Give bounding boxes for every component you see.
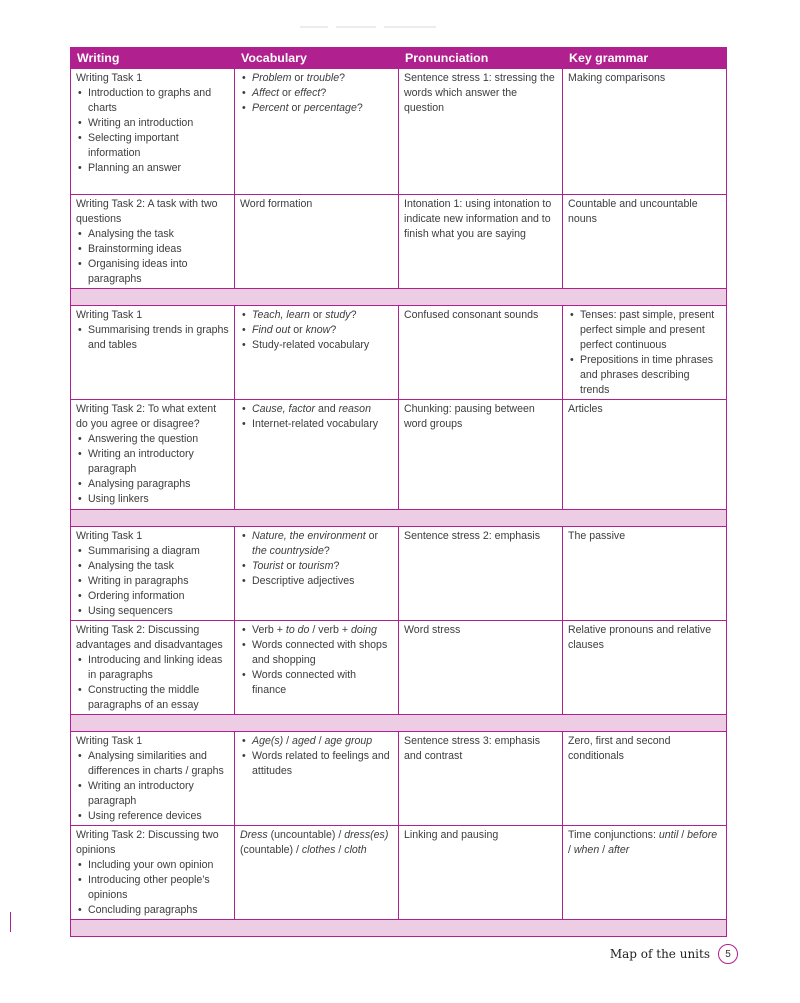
text-segment: or <box>365 530 379 542</box>
vocabulary-cell <box>235 400 399 510</box>
table-row <box>71 621 727 715</box>
list-item: • Constructing the middle paragraphs of an essay <box>76 683 229 713</box>
text-segment: Dress <box>240 829 268 841</box>
writing-bullet-list <box>76 544 229 619</box>
list-item: • Tenses: past simple, present perfect simple and present perfect continuous <box>568 308 721 353</box>
text-segment: Teach, learn <box>252 309 310 321</box>
writing-cell <box>71 732 235 826</box>
writing-task-title: Writing Task 1 <box>76 309 143 321</box>
text-segment: effect <box>294 87 321 99</box>
list-item: • Writing an introduction <box>76 116 229 131</box>
grammar-cell: Countable and uncountable nouns <box>563 195 727 289</box>
vocabulary-cell <box>235 826 399 920</box>
text-segment: ? <box>323 545 330 557</box>
list-item: • Using sequencers <box>76 604 229 619</box>
text-segment: ? <box>339 72 346 84</box>
text-segment: tourism <box>298 560 334 572</box>
list-item: • Using linkers <box>76 492 229 507</box>
list-item <box>240 734 393 749</box>
text-segment: (countable) / <box>240 844 302 856</box>
text-segment: / <box>335 844 345 856</box>
text-segment: / <box>315 735 325 747</box>
vocabulary-text: Word formation <box>240 198 313 210</box>
list-item <box>240 574 393 589</box>
list-item: • Analysing the task <box>76 227 229 242</box>
pronunciation-cell: Sentence stress 1: stressing the words which answer the question <box>399 69 563 195</box>
list-item: • Selecting important information <box>76 131 229 161</box>
list-item: • Answering the question <box>76 432 229 447</box>
list-item: • Introducing other people’s opinions <box>76 873 229 903</box>
text-segment: reason <box>338 403 371 415</box>
unit-separator <box>71 715 727 732</box>
list-item: • Brainstorming ideas <box>76 242 229 257</box>
writing-bullet-list <box>76 432 229 507</box>
writing-bullet-list <box>76 749 229 824</box>
text-segment: Tourist <box>252 560 284 572</box>
text-segment: ? <box>350 309 357 321</box>
vocabulary-bullet-list <box>240 402 393 432</box>
list-item: • Including your own opinion <box>76 858 229 873</box>
unit-separator-row <box>71 510 727 527</box>
list-item <box>240 529 393 559</box>
list-item: • Summarising trends in graphs and tables <box>76 323 229 353</box>
text-segment: and <box>315 403 339 415</box>
grammar-cell: Zero, first and second conditionals <box>563 732 727 826</box>
writing-cell <box>71 69 235 195</box>
text-segment: ? <box>320 87 327 99</box>
text-segment: when <box>573 844 600 856</box>
grammar-cell: Relative pronouns and relative clauses <box>563 621 727 715</box>
table-row <box>71 306 727 400</box>
header-pronunciation: Pronunciation <box>399 48 563 69</box>
vocabulary-cell <box>235 195 399 289</box>
list-item: • Analysing similarities and differences in charts / graphs <box>76 749 229 779</box>
list-item <box>240 668 393 698</box>
text-segment: Time conjunctions: <box>568 829 659 841</box>
margin-mark <box>10 912 11 932</box>
grammar-cell <box>563 826 727 920</box>
writing-cell <box>71 400 235 510</box>
list-item <box>240 308 393 323</box>
vocabulary-bullet-list <box>240 308 393 353</box>
list-item: • Introduction to graphs and charts <box>76 86 229 116</box>
unit-separator <box>71 289 727 306</box>
text-segment: trouble <box>306 72 340 84</box>
writing-task-title: Writing Task 1 <box>76 735 143 747</box>
text-segment: dress(es) <box>344 829 389 841</box>
vocabulary-bullet-list <box>240 734 393 779</box>
list-item: • Analysing the task <box>76 559 229 574</box>
text-segment: ? <box>333 560 340 572</box>
writing-task-title: Writing Task 2: Discussing advantages and disadvantages <box>76 624 223 651</box>
text-segment: ? <box>356 102 363 114</box>
text-segment: doing <box>350 624 377 636</box>
grammar-cell: The passive <box>563 527 727 621</box>
list-item: • Writing an introductory paragraph <box>76 447 229 477</box>
header-key-grammar: Key grammar <box>563 48 727 69</box>
grammar-cell: Making comparisons <box>563 69 727 195</box>
text-segment: cloth <box>344 844 367 856</box>
pronunciation-cell: Confused consonant sounds <box>399 306 563 400</box>
text-segment: the countryside <box>252 545 324 557</box>
writing-task-title: Writing Task 2: A task with two questions <box>76 198 218 225</box>
writing-task-title: Writing Task 1 <box>76 72 143 84</box>
list-item: • Planning an answer <box>76 161 229 176</box>
list-item: • Introducing and linking ideas in paragraphs <box>76 653 229 683</box>
header-vocabulary: Vocabulary <box>235 48 399 69</box>
vocabulary-cell <box>235 732 399 826</box>
list-item <box>240 417 393 432</box>
grammar-bullet-list <box>568 308 721 398</box>
text-segment: study <box>325 309 351 321</box>
text-segment: or <box>290 324 306 336</box>
list-item <box>240 559 393 574</box>
list-item <box>240 71 393 86</box>
pronunciation-cell: Intonation 1: using intonation to indicate new information and to finish what you are saying <box>399 195 563 289</box>
text-segment: Verb + <box>252 624 286 636</box>
unit-separator-row <box>71 715 727 732</box>
pronunciation-cell: Sentence stress 3: emphasis and contrast <box>399 732 563 826</box>
table-row <box>71 527 727 621</box>
vocabulary-bullet-list <box>240 529 393 589</box>
footer-title: Map of the units <box>609 947 710 961</box>
text-segment: / <box>599 844 609 856</box>
list-item: • Writing in paragraphs <box>76 574 229 589</box>
text-segment: Words connected with shops and shopping <box>252 639 388 666</box>
table-row <box>71 732 727 826</box>
list-item <box>240 86 393 101</box>
list-item: • Writing an introductory paragraph <box>76 779 229 809</box>
text-segment: Nature, the environment <box>252 530 366 542</box>
text-segment: Problem <box>252 72 292 84</box>
vocabulary-bullet-list <box>240 623 393 698</box>
text-segment: before <box>687 829 718 841</box>
text-segment: Percent <box>252 102 289 114</box>
text-segment: Descriptive adjectives <box>252 575 355 587</box>
pronunciation-cell: Chunking: pausing between word groups <box>399 400 563 510</box>
text-segment: aged <box>292 735 316 747</box>
writing-cell <box>71 826 235 920</box>
list-item <box>240 323 393 338</box>
writing-task-title: Writing Task 1 <box>76 530 143 542</box>
table-row <box>71 195 727 289</box>
text-segment: or <box>309 309 326 321</box>
writing-bullet-list <box>76 86 229 176</box>
text-segment: Cause, factor <box>252 403 316 415</box>
list-item <box>240 101 393 116</box>
text-segment: Find out <box>252 324 291 336</box>
writing-task-title: Writing Task 2: Discussing two opinions <box>76 829 219 856</box>
writing-bullet-list <box>76 323 229 353</box>
unit-separator <box>71 510 727 527</box>
text-segment: Age(s) <box>252 735 284 747</box>
writing-task-title: Writing Task 2: To what extent do you agree or disagree? <box>76 403 217 430</box>
text-segment: Words connected with finance <box>252 669 357 696</box>
faint-header-marks <box>300 18 500 26</box>
writing-cell <box>71 621 235 715</box>
pronunciation-cell: Linking and pausing <box>399 826 563 920</box>
text-segment: or <box>291 72 307 84</box>
text-segment: after <box>608 844 630 856</box>
text-segment: clothes <box>301 844 336 856</box>
list-item <box>240 338 393 353</box>
list-item <box>240 638 393 668</box>
vocabulary-cell <box>235 306 399 400</box>
page-footer <box>610 943 738 965</box>
text-segment: until <box>658 829 679 841</box>
list-item <box>240 749 393 779</box>
vocabulary-cell <box>235 527 399 621</box>
text-segment: or <box>283 560 299 572</box>
unit-separator <box>71 920 727 937</box>
text-segment: (uncountable) / <box>267 829 345 841</box>
pronunciation-cell: Word stress <box>399 621 563 715</box>
text-segment: / <box>283 735 293 747</box>
list-item: • Concluding paragraphs <box>76 903 229 918</box>
list-item: • Using reference devices <box>76 809 229 824</box>
vocabulary-bullet-list <box>240 71 393 116</box>
text-segment: Words related to feelings and attitudes <box>252 750 390 777</box>
pronunciation-cell: Sentence stress 2: emphasis <box>399 527 563 621</box>
table-row <box>71 826 727 920</box>
text-segment: Internet-related vocabulary <box>252 418 379 430</box>
writing-cell <box>71 195 235 289</box>
text-segment: to do <box>285 624 310 636</box>
text-segment: or <box>288 102 304 114</box>
text-segment: know <box>305 324 331 336</box>
unit-separator-row <box>71 920 727 937</box>
writing-bullet-list <box>76 858 229 918</box>
writing-bullet-list <box>76 227 229 287</box>
list-item: • Organising ideas into paragraphs <box>76 257 229 287</box>
table-row <box>71 400 727 510</box>
units-map-table <box>70 47 727 937</box>
table-row <box>71 69 727 195</box>
text-segment: Affect <box>252 87 280 99</box>
writing-cell <box>71 527 235 621</box>
vocabulary-cell <box>235 69 399 195</box>
list-item: • Summarising a diagram <box>76 544 229 559</box>
list-item: • Ordering information <box>76 589 229 604</box>
text-segment: Study-related vocabulary <box>252 339 370 351</box>
page-number: 5 <box>718 944 738 964</box>
header-row <box>71 48 727 69</box>
list-item <box>240 623 393 638</box>
text-segment: / <box>678 829 688 841</box>
writing-cell <box>71 306 235 400</box>
list-item <box>240 402 393 417</box>
text-segment: ? <box>330 324 337 336</box>
text-segment: or <box>279 87 295 99</box>
vocabulary-cell <box>235 621 399 715</box>
text-segment: / verb + <box>309 624 351 636</box>
grammar-cell <box>563 306 727 400</box>
header-writing: Writing <box>71 48 235 69</box>
grammar-cell: Articles <box>563 400 727 510</box>
writing-bullet-list <box>76 653 229 713</box>
unit-separator-row <box>71 289 727 306</box>
list-item: • Prepositions in time phrases and phrases describing trends <box>568 353 721 398</box>
text-segment: age group <box>324 735 373 747</box>
text-segment: percentage <box>303 102 357 114</box>
list-item: • Analysing paragraphs <box>76 477 229 492</box>
text-segment: / <box>568 844 574 856</box>
